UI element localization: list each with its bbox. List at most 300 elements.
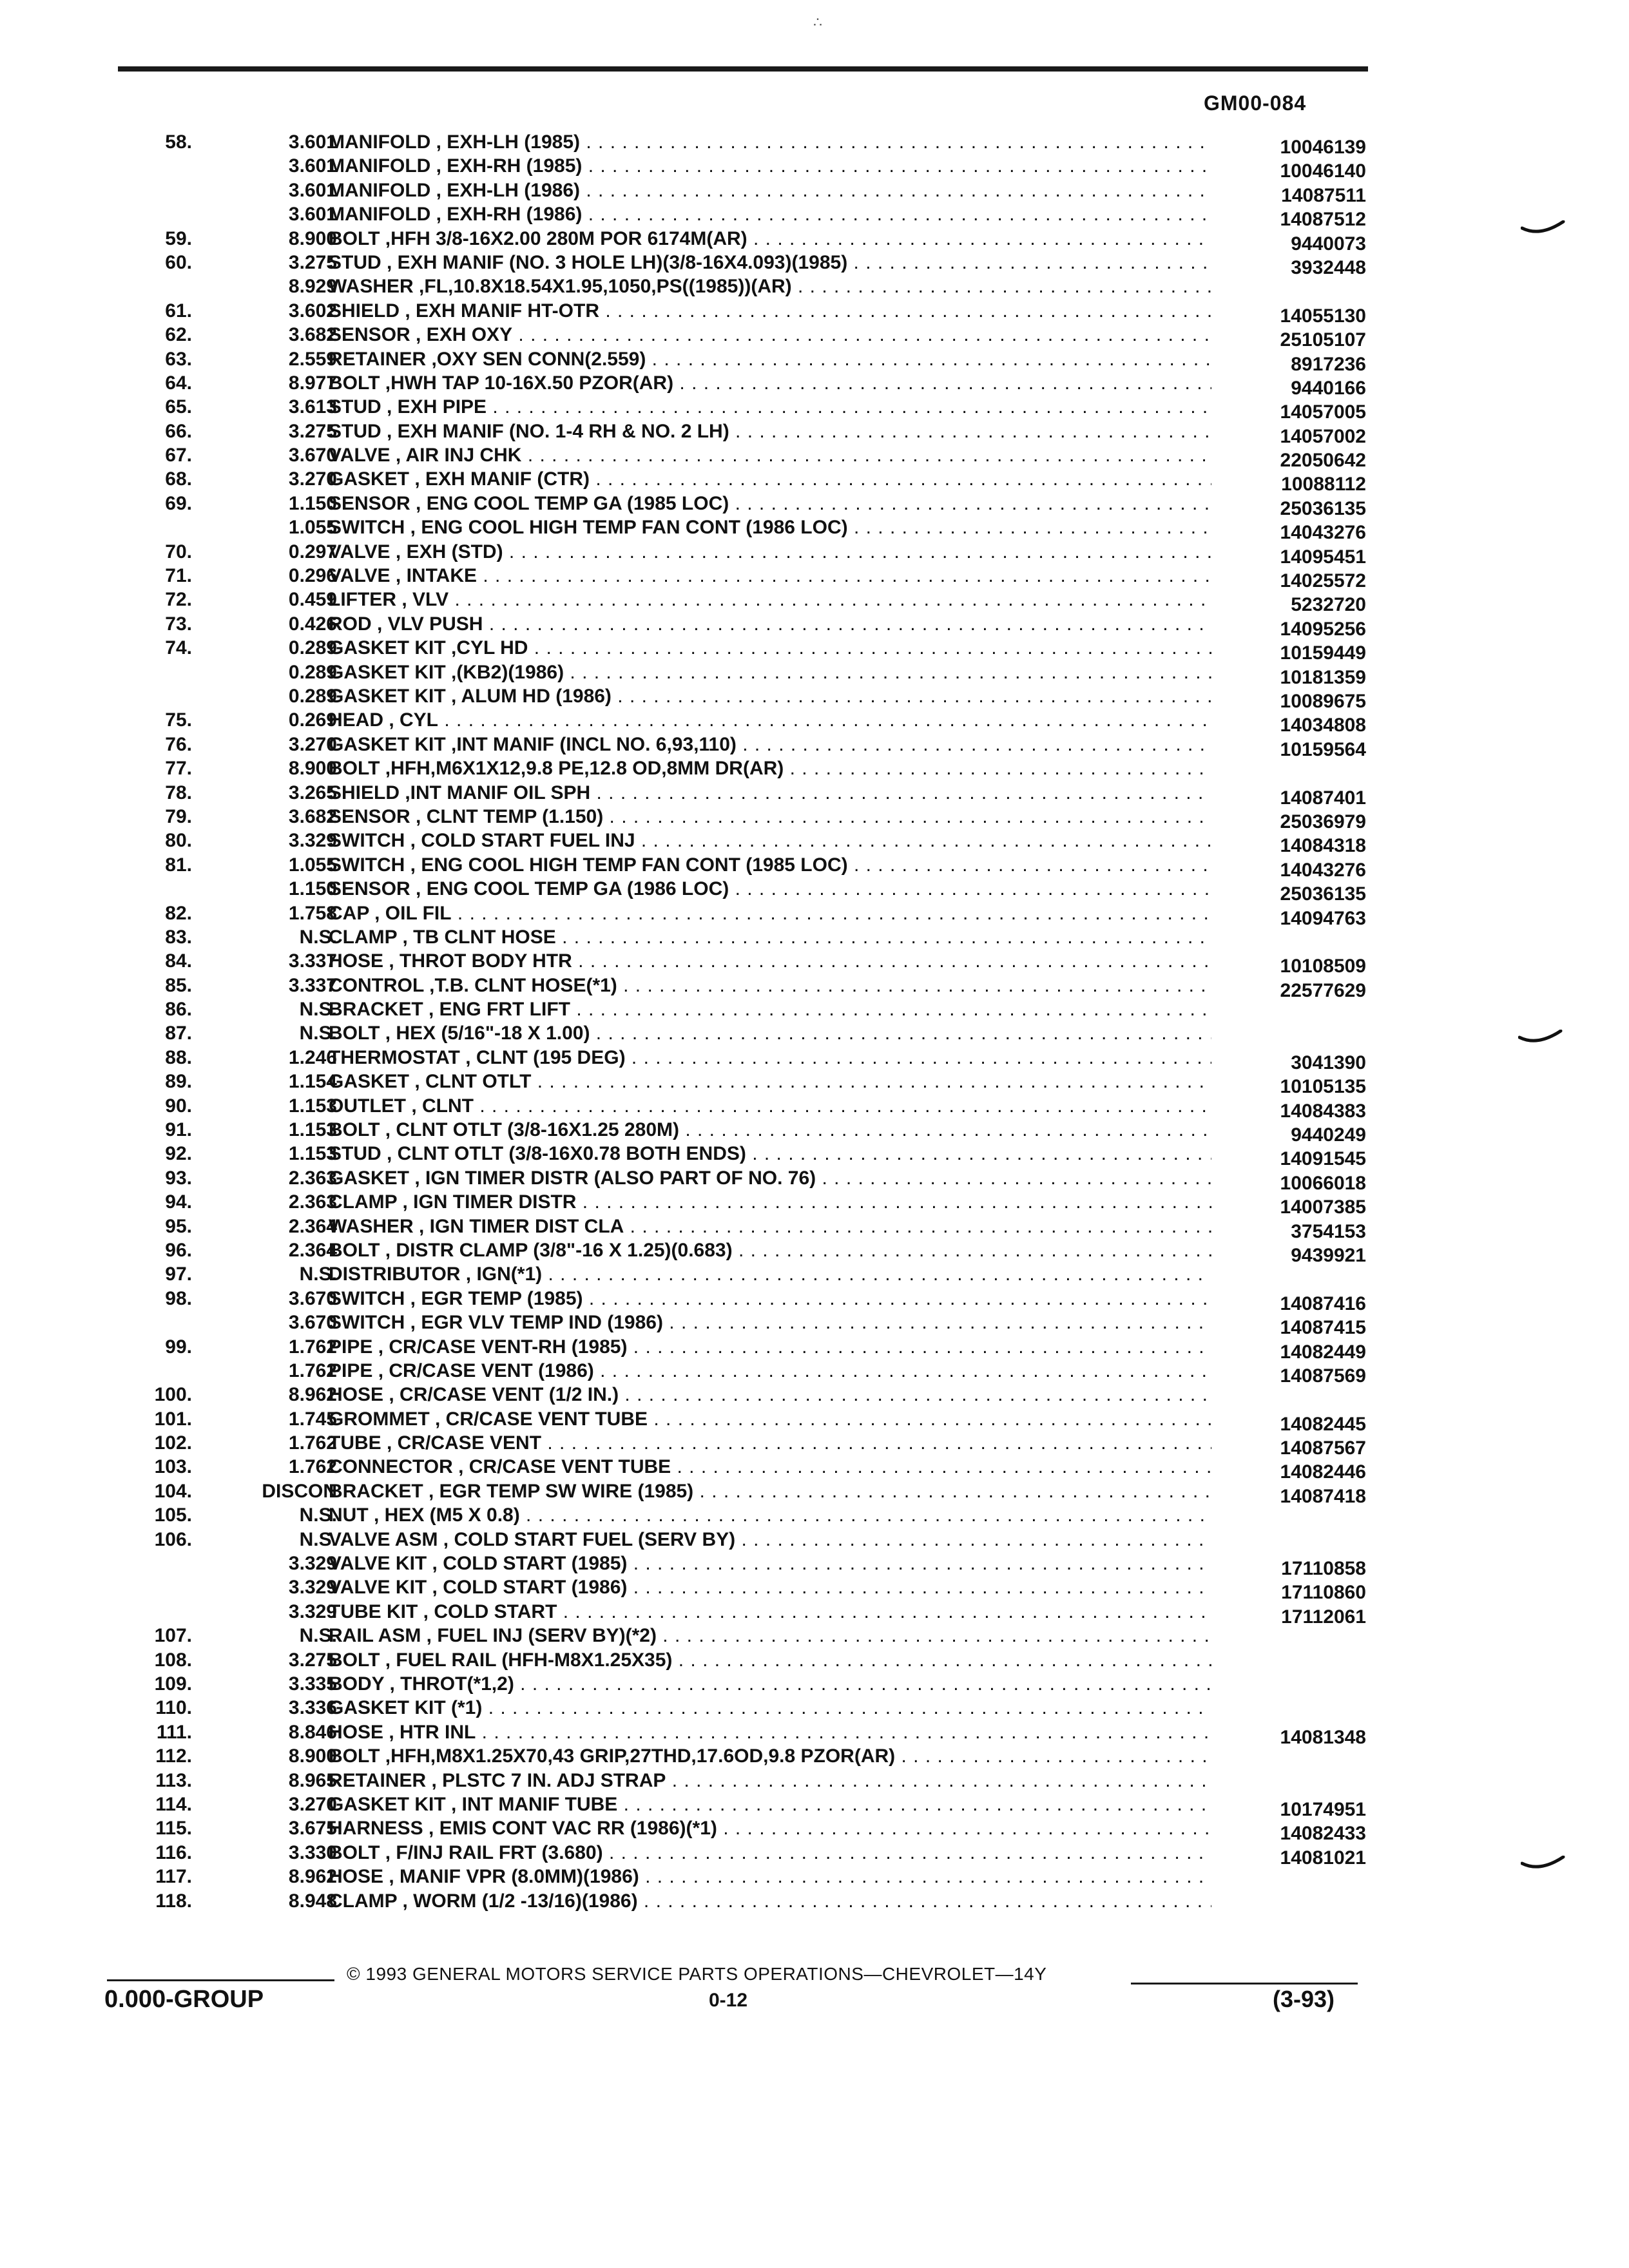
parts-row — [0, 805, 1629, 832]
part-number: 14091545 — [1280, 1148, 1366, 1170]
part-number: 17110860 — [1281, 1582, 1366, 1604]
parts-row — [0, 1672, 1629, 1696]
parts-row — [0, 1865, 1629, 1888]
item-number: 94. — [165, 1191, 192, 1213]
part-description: GASKET , CLNT OTLT . . . — [329, 1070, 1211, 1093]
part-number: 14087416 — [1280, 1293, 1366, 1314]
item-number: 74. — [165, 637, 192, 659]
part-description: PIPE , CR/CASE VENT (1986) . . . — [329, 1359, 1211, 1383]
group-number: 3.675 — [288, 1818, 337, 1840]
item-number: 105. — [154, 1504, 192, 1526]
parts-row — [0, 636, 1629, 664]
part-description: SENSOR , CLNT TEMP (1.150) . . . — [329, 805, 1211, 829]
item-number: 118. — [155, 1890, 192, 1912]
group-number: 0.426 — [288, 613, 337, 635]
part-description: HOSE , CR/CASE VENT (1/2 IN.) . . . — [329, 1383, 1211, 1407]
part-description: GASKET KIT ,INT MANIF (INCL NO. 6,93,110) . . . — [329, 733, 1211, 756]
part-number: 14087401 — [1280, 787, 1366, 809]
part-description: BOLT ,HFH,M6X1X12,9.8 PE,12.8 OD,8MM DR(AR) . . . — [329, 756, 1211, 780]
parts-row — [0, 371, 1629, 399]
part-description: BRACKET , ENG FRT LIFT . . . — [329, 997, 1211, 1021]
group-number: N.S. — [299, 1625, 337, 1647]
parts-row — [0, 1624, 1629, 1648]
item-number: 84. — [165, 950, 192, 972]
item-number: 85. — [165, 974, 192, 996]
part-number: 14095256 — [1280, 618, 1366, 640]
group-label: 0.000-GROUP — [104, 1986, 264, 2013]
parts-row — [0, 540, 1629, 568]
footer-rule-left — [107, 1979, 334, 1981]
group-number: 8.900 — [288, 758, 337, 780]
item-number: 115. — [155, 1818, 192, 1840]
parts-row — [0, 1335, 1629, 1363]
group-number: 3.670 — [288, 1312, 337, 1334]
group-number: 3.682 — [288, 324, 337, 346]
group-number: 3.335 — [288, 1673, 337, 1695]
parts-row — [0, 733, 1629, 760]
parts-row — [0, 130, 1629, 158]
part-description: VALVE KIT , COLD START (1985) . . . — [329, 1552, 1211, 1575]
item-number: 76. — [165, 733, 192, 755]
part-number: 10046139 — [1280, 137, 1366, 158]
item-number: 81. — [165, 854, 192, 876]
parts-row — [0, 227, 1629, 255]
part-description: SWITCH , EGR TEMP (1985) . . . — [329, 1287, 1211, 1311]
item-number: 70. — [165, 541, 192, 562]
part-description: CAP , OIL FIL . . . — [329, 901, 1211, 925]
part-number: 8917236 — [1291, 353, 1366, 375]
group-number: 8.929 — [288, 276, 337, 298]
part-description: VALVE , AIR INJ CHK . . . — [329, 443, 1211, 467]
item-number: 64. — [165, 372, 192, 394]
group-number: 8.948 — [288, 1890, 337, 1912]
parts-row — [0, 1142, 1629, 1170]
part-number: 10088112 — [1281, 474, 1366, 495]
parts-row — [0, 829, 1629, 857]
item-number: 97. — [165, 1264, 192, 1285]
group-number: 8.965 — [288, 1769, 337, 1791]
part-description: RAIL ASM , FUEL INJ (SERV BY)(*2) . . . — [329, 1624, 1211, 1648]
part-description: DISTRIBUTOR , IGN(*1) . . . — [329, 1262, 1211, 1286]
group-number: 1.154 — [288, 1071, 337, 1093]
part-description: TUBE KIT , COLD START . . . — [329, 1600, 1211, 1624]
part-number: 9440073 — [1291, 233, 1366, 255]
parts-row — [0, 1479, 1629, 1507]
parts-row — [0, 419, 1629, 447]
group-number: 3.670 — [288, 445, 337, 466]
part-number: 14007385 — [1280, 1196, 1366, 1218]
part-description: RETAINER , PLSTC 7 IN. ADJ STRAP . . . — [329, 1769, 1211, 1792]
group-number: 8.962 — [288, 1384, 337, 1406]
item-number: 66. — [165, 420, 192, 442]
item-number: 75. — [165, 709, 192, 731]
parts-row — [0, 1528, 1629, 1552]
item-number: 61. — [165, 300, 192, 322]
part-number: 9440166 — [1291, 377, 1366, 399]
part-number: 10089675 — [1280, 690, 1366, 712]
group-number: 1.153 — [288, 1119, 337, 1141]
item-number: 63. — [165, 348, 192, 370]
parts-row — [0, 1503, 1629, 1527]
part-description: LIFTER , VLV . . . — [329, 588, 1211, 611]
group-number: 3.329 — [288, 1600, 337, 1622]
item-number: 108. — [154, 1649, 192, 1671]
part-description: GASKET , EXH MANIF (CTR) . . . — [329, 467, 1211, 491]
part-description: VALVE ASM , COLD START FUEL (SERV BY) . . . — [329, 1528, 1211, 1552]
parts-row — [0, 756, 1629, 780]
parts-row — [0, 612, 1629, 640]
part-description: RETAINER ,OXY SEN CONN(2.559) . . . — [329, 347, 1211, 371]
part-description: SWITCH , ENG COOL HIGH TEMP FAN CONT (1986 LOC) . . . — [329, 515, 1211, 539]
part-description: BOLT , DISTR CLAMP (3/8"-16 X 1.25)(0.683) . . . — [329, 1238, 1211, 1262]
part-description: HARNESS , EMIS CONT VAC RR (1986)(*1) . . . — [329, 1816, 1211, 1840]
parts-list — [0, 130, 1629, 1913]
group-number: 1.745 — [288, 1408, 337, 1430]
document-code: GM00-084 — [1204, 91, 1307, 115]
part-description: ROD , VLV PUSH . . . — [329, 612, 1211, 636]
parts-row — [0, 1648, 1629, 1672]
group-number: 0.289 — [288, 685, 337, 707]
part-number: 14084383 — [1280, 1100, 1366, 1122]
group-number: 3.613 — [288, 396, 337, 418]
parts-row — [0, 853, 1629, 881]
item-number: 107. — [154, 1625, 192, 1647]
group-number: 0.459 — [288, 589, 337, 611]
part-description: BOLT , CLNT OTLT (3/8-16X1.25 280M) . . . — [329, 1118, 1211, 1142]
group-number: 3.270 — [288, 1793, 337, 1815]
group-number: N.S. — [299, 1264, 337, 1285]
item-number: 69. — [165, 492, 192, 514]
group-number: 1.758 — [288, 902, 337, 924]
parts-row — [0, 949, 1629, 977]
item-number: 100. — [154, 1384, 192, 1406]
item-number: 78. — [165, 782, 192, 803]
parts-row — [0, 1287, 1629, 1314]
part-description: SWITCH , COLD START FUEL INJ . . . — [329, 829, 1211, 852]
group-number: 0.297 — [288, 541, 337, 562]
part-description: GASKET KIT ,CYL HD . . . — [329, 636, 1211, 660]
part-description: CLAMP , TB CLNT HOSE . . . — [329, 925, 1211, 949]
group-number: 1.150 — [288, 878, 337, 900]
parts-row — [0, 925, 1629, 949]
part-description: GASKET , IGN TIMER DISTR (ALSO PART OF NO. 76) . . . — [329, 1166, 1211, 1190]
group-number: 2.364 — [288, 1215, 337, 1237]
item-number: 98. — [165, 1287, 192, 1309]
part-description: MANIFOLD , EXH-RH (1985) . . . — [329, 154, 1211, 178]
parts-row — [0, 1070, 1629, 1098]
item-number: 82. — [165, 902, 192, 924]
group-number: 3.336 — [288, 1697, 337, 1719]
group-number: 2.364 — [288, 1239, 337, 1261]
item-number: 109. — [154, 1673, 192, 1695]
item-number: 93. — [165, 1167, 192, 1189]
part-description: HOSE , HTR INL . . . — [329, 1720, 1211, 1744]
header-rule — [118, 66, 1368, 72]
part-number: 10159449 — [1280, 642, 1366, 664]
part-description: SENSOR , ENG COOL TEMP GA (1986 LOC) . . . — [329, 877, 1211, 901]
group-number: 1.762 — [288, 1360, 337, 1381]
part-description: BODY , THROT(*1,2) . . . — [329, 1672, 1211, 1696]
group-number: 3.265 — [288, 782, 337, 803]
part-number: 14057005 — [1280, 401, 1366, 423]
parts-row — [0, 901, 1629, 929]
group-number: 1.055 — [288, 517, 337, 539]
parts-row — [0, 1552, 1629, 1580]
part-description: HOSE , THROT BODY HTR . . . — [329, 949, 1211, 973]
group-number: N.S. — [299, 1528, 337, 1550]
item-number: 103. — [154, 1456, 192, 1478]
group-number: 3.329 — [288, 830, 337, 852]
item-number: 77. — [165, 758, 192, 780]
item-number: 111. — [156, 1721, 192, 1743]
group-number: 1.762 — [288, 1336, 337, 1358]
part-description: GASKET KIT (*1) . . . — [329, 1696, 1211, 1720]
parts-row — [0, 1021, 1629, 1045]
copyright-line: © 1993 GENERAL MOTORS SERVICE PARTS OPERATIONS—CHEVROLET—14Y — [347, 1964, 1047, 1984]
part-number: 14025572 — [1280, 570, 1366, 592]
part-description: SENSOR , EXH OXY . . . — [329, 323, 1211, 347]
group-number: 1.153 — [288, 1143, 337, 1165]
group-number: N.S. — [299, 999, 337, 1021]
part-number: 14087415 — [1280, 1317, 1366, 1339]
group-number: 3.329 — [288, 1577, 337, 1599]
parts-row — [0, 1118, 1629, 1146]
group-number: 3.601 — [288, 155, 337, 177]
group-number: DISCON — [262, 1480, 337, 1502]
part-number: 10066018 — [1280, 1172, 1366, 1194]
group-number: 3.270 — [288, 733, 337, 755]
part-description: BOLT , FUEL RAIL (HFH-M8X1.25X35) . . . — [329, 1648, 1211, 1672]
parts-row — [0, 1600, 1629, 1628]
parts-row — [0, 467, 1629, 495]
footer-rule-right — [1131, 1983, 1358, 1984]
item-number: 99. — [165, 1336, 192, 1358]
parts-row — [0, 1166, 1629, 1194]
part-number: 14087567 — [1280, 1437, 1366, 1459]
part-number: 3754153 — [1291, 1220, 1366, 1242]
parts-row — [0, 274, 1629, 298]
group-number: 0.289 — [288, 637, 337, 659]
part-number: 3932448 — [1291, 256, 1366, 278]
parts-row — [0, 1311, 1629, 1339]
group-number: 1.762 — [288, 1456, 337, 1478]
part-number: 22050642 — [1280, 450, 1366, 472]
part-number: 5232720 — [1291, 594, 1366, 616]
parts-row — [0, 1696, 1629, 1720]
part-description: BOLT , F/INJ RAIL FRT (3.680) . . . — [329, 1841, 1211, 1865]
parts-row — [0, 1238, 1629, 1266]
part-description: NUT , HEX (M5 X 0.8) . . . — [329, 1503, 1211, 1527]
part-number: 22577629 — [1280, 979, 1366, 1001]
part-number: 10159564 — [1280, 738, 1366, 760]
item-number: 104. — [154, 1480, 192, 1502]
item-number: 79. — [165, 805, 192, 827]
item-number: 101. — [154, 1408, 192, 1430]
parts-row — [0, 1841, 1629, 1869]
scan-speck: ∴ — [813, 14, 822, 30]
group-number: 2.363 — [288, 1167, 337, 1189]
part-number: 10105135 — [1280, 1076, 1366, 1098]
part-number: 14082433 — [1280, 1823, 1366, 1845]
parts-row — [0, 1744, 1629, 1768]
group-number: 0.269 — [288, 709, 337, 731]
part-description: MANIFOLD , EXH-LH (1985) . . . — [329, 130, 1211, 154]
group-number: 3.601 — [288, 179, 337, 201]
group-number: 3.337 — [288, 950, 337, 972]
parts-row — [0, 1046, 1629, 1073]
part-number: 14095451 — [1280, 546, 1366, 568]
parts-row — [0, 877, 1629, 905]
parts-row — [0, 1720, 1629, 1748]
group-number: 8.977 — [288, 372, 337, 394]
page-number: 0-12 — [709, 1990, 748, 2011]
group-number: 8.900 — [288, 227, 337, 249]
parts-row — [0, 1190, 1629, 1218]
parts-row — [0, 202, 1629, 231]
part-number: 14081021 — [1280, 1847, 1366, 1869]
part-number: 10046140 — [1280, 160, 1366, 182]
parts-row — [0, 299, 1629, 327]
part-description: CONTROL ,T.B. CLNT HOSE(*1) . . . — [329, 974, 1211, 997]
part-description: CLAMP , WORM (1/2 -13/16)(1986) . . . — [329, 1889, 1211, 1913]
part-number: 14081348 — [1280, 1726, 1366, 1748]
item-number: 116. — [155, 1841, 192, 1863]
item-number: 86. — [165, 999, 192, 1021]
part-description: BOLT ,HFH,M8X1.25X70,43 GRIP,27THD,17.6OD,9.8 PZOR(AR) . . . — [329, 1744, 1211, 1768]
part-description: THERMOSTAT , CLNT (195 DEG) . . . — [329, 1046, 1211, 1070]
parts-row — [0, 1769, 1629, 1792]
parts-row — [0, 708, 1629, 736]
parts-row — [0, 178, 1629, 206]
parts-row — [0, 443, 1629, 472]
part-number: 14082449 — [1280, 1341, 1366, 1363]
group-number: 3.337 — [288, 974, 337, 996]
item-number: 72. — [165, 589, 192, 611]
part-description: BOLT ,HFH 3/8-16X2.00 280M POR 6174M(AR) . . . — [329, 227, 1211, 251]
part-description: BOLT ,HWH TAP 10-16X.50 PZOR(AR) . . . — [329, 371, 1211, 395]
item-number: 96. — [165, 1239, 192, 1261]
item-number: 60. — [165, 251, 192, 273]
item-number: 117. — [155, 1866, 192, 1888]
parts-row — [0, 588, 1629, 616]
group-number: 3.330 — [288, 1841, 337, 1863]
item-number: 114. — [155, 1793, 192, 1815]
group-number: 1.762 — [288, 1432, 337, 1454]
item-number: 87. — [165, 1023, 192, 1044]
parts-row — [0, 974, 1629, 1001]
parts-row — [0, 1431, 1629, 1459]
parts-row — [0, 1383, 1629, 1407]
part-number: 14087569 — [1280, 1365, 1366, 1387]
parts-row — [0, 1407, 1629, 1435]
part-number: 14087511 — [1281, 184, 1366, 206]
item-number: 91. — [165, 1119, 192, 1141]
part-number: 25036979 — [1280, 811, 1366, 832]
part-description: SHIELD , EXH MANIF HT-OTR . . . — [329, 299, 1211, 323]
group-number: 1.150 — [288, 492, 337, 514]
group-number: 3.275 — [288, 1649, 337, 1671]
group-number: 3.682 — [288, 805, 337, 827]
group-number: 0.296 — [288, 565, 337, 587]
part-description: CLAMP , IGN TIMER DISTR . . . — [329, 1190, 1211, 1214]
part-number: 3041390 — [1291, 1052, 1366, 1073]
parts-row — [0, 395, 1629, 423]
item-number: 113. — [155, 1769, 192, 1791]
group-number: N.S. — [299, 926, 337, 948]
part-number: 14082446 — [1280, 1461, 1366, 1483]
parts-row — [0, 1215, 1629, 1242]
parts-row — [0, 997, 1629, 1021]
part-description: STUD , EXH MANIF (NO. 3 HOLE LH)(3/8-16X4.093)(1985) . . . — [329, 251, 1211, 274]
part-description: VALVE KIT , COLD START (1986) . . . — [329, 1575, 1211, 1599]
check-mark-icon — [1521, 220, 1566, 240]
part-number: 25036135 — [1280, 883, 1366, 905]
group-number: 8.846 — [288, 1721, 337, 1743]
item-number: 59. — [165, 227, 192, 249]
parts-row — [0, 154, 1629, 182]
parts-row — [0, 1575, 1629, 1604]
part-description: STUD , CLNT OTLT (3/8-16X0.78 BOTH ENDS) . . . — [329, 1142, 1211, 1166]
part-description: TUBE , CR/CASE VENT . . . — [329, 1431, 1211, 1455]
item-number: 83. — [165, 926, 192, 948]
part-number: 10181359 — [1280, 666, 1366, 688]
part-number: 14087418 — [1280, 1485, 1366, 1507]
group-number: 3.601 — [288, 204, 337, 226]
part-description: SWITCH , EGR VLV TEMP IND (1986) . . . — [329, 1311, 1211, 1334]
group-number: 1.246 — [288, 1046, 337, 1068]
group-number: 3.270 — [288, 468, 337, 490]
check-mark-icon — [1521, 1856, 1566, 1875]
part-number: 9440249 — [1291, 1124, 1366, 1146]
item-number: 71. — [165, 565, 192, 587]
group-number: 3.602 — [288, 300, 337, 322]
part-description: STUD , EXH MANIF (NO. 1-4 RH & NO. 2 LH) . . . — [329, 419, 1211, 443]
parts-row — [0, 347, 1629, 375]
group-number: 0.289 — [288, 661, 337, 683]
parts-row — [0, 1359, 1629, 1387]
group-number: 3.275 — [288, 251, 337, 273]
part-number: 14094763 — [1280, 907, 1366, 929]
group-number: 8.962 — [288, 1866, 337, 1888]
part-description: GASKET KIT , ALUM HD (1986) . . . — [329, 684, 1211, 708]
parts-row — [0, 251, 1629, 278]
part-number: 17110858 — [1281, 1558, 1366, 1580]
part-number: 14082445 — [1280, 1413, 1366, 1435]
item-number: 95. — [165, 1215, 192, 1237]
edition-date: (3-93) — [1273, 1986, 1335, 2012]
part-number: 9439921 — [1291, 1244, 1366, 1266]
part-number: 14034808 — [1280, 715, 1366, 736]
item-number: 110. — [155, 1697, 192, 1719]
part-description: GROMMET , CR/CASE VENT TUBE . . . — [329, 1407, 1211, 1431]
item-number: 92. — [165, 1143, 192, 1165]
item-number: 62. — [165, 324, 192, 346]
part-number: 14057002 — [1280, 425, 1366, 447]
item-number: 106. — [154, 1528, 192, 1550]
part-description: HEAD , CYL . . . — [329, 708, 1211, 732]
item-number: 112. — [155, 1745, 192, 1767]
group-number: 3.601 — [288, 131, 337, 153]
parts-row — [0, 1455, 1629, 1483]
part-number: 17112061 — [1281, 1606, 1366, 1628]
group-number: 2.363 — [288, 1191, 337, 1213]
part-description: VALVE , EXH (STD) . . . — [329, 540, 1211, 564]
part-number: 14043276 — [1280, 522, 1366, 544]
part-number: 25036135 — [1280, 497, 1366, 519]
group-number: 3.275 — [288, 420, 337, 442]
item-number: 65. — [165, 396, 192, 418]
parts-row — [0, 781, 1629, 809]
